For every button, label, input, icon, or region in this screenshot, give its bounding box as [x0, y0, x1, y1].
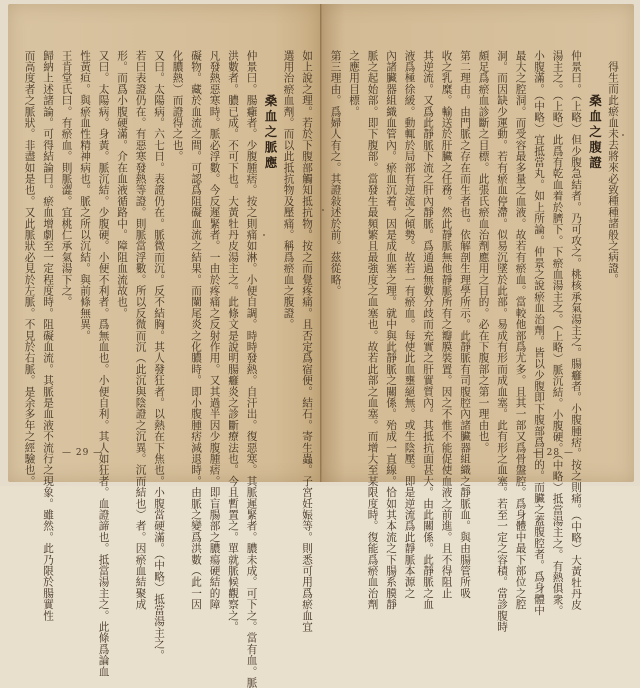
text-column: 性黃疸。與瘀血性精神病也。脈之所以沉結。與前條無異。 — [79, 50, 91, 342]
text-column: 得生而此瘀血未去將來必致種種諸般之病證。 — [607, 61, 619, 285]
text-column: 收之乳糜。輸送於肝臟之任務。然此靜脈無他靜脈所有之瓣膜裝置。因之不惟不能促使血液之前進。且不得阻止 — [440, 50, 453, 599]
paper-speck — [622, 134, 624, 136]
text-column: 選用治瘀血劑。而以此抵抗物及壓痛。稱爲瘀血之腹證。 — [282, 50, 295, 330]
text-column: 凡發熱惡寒時。脈必浮數。今反遲緊者。一由於疼痛之反射作用。又其過半因少腹腫痞。即盲腸部之膿瘍硬結的障 — [208, 50, 221, 610]
text-column: 形。而爲小腹硬滿。介在血液循路中。障阻血流故也。 — [116, 50, 128, 319]
text-column: 之應用目標。 — [348, 50, 360, 118]
text-column: 如上說之理。若於下腹部觸知抵抗物。按之而覺疼痛。且否定爲宿便。結石。寄生蟲。子宮妊娠等。則悉可用爲瘀血宜 — [301, 50, 313, 633]
text-column: 洪數者。膿已成。不可下也。大黃牡丹皮湯主之。此條文是說明腸癰炎之診斷療法也。今且暫置之。單就脈候觀察之。 — [227, 50, 239, 633]
text-column: 礙物。藏於血流之間。可認爲阻礙血流之結果。而闌尾炎之化膿時。即小腹腫痞減退時。由脈之變爲洪數（此一因 — [190, 50, 202, 610]
text-column: 洞。而因缺少運動。若有瘀血停滯。似易沉墜於此部。易成有形而成血塞。此有形之血塞。若至一定之容積。當診腹時 — [496, 50, 508, 633]
right-page — [320, 4, 634, 633]
text-column: 歸納上述諸論。可得結論曰。瘀血增劇至一定程度時。阻礙血流。其脈是血液不流行之現象。雖然。此乃限於腸實性 — [42, 50, 54, 622]
text-column: 小腹滿。（中略）宜抵當丸。如上所論。仲景之說瘀血治劑。皆以少腹即下腹部爲目的。而臟之蓋腹腔者。爲身體中 — [533, 50, 545, 616]
text-column: 湯主之。（上略）此爲有乾血着於臍下。下瘀血湯主之。（上略）脈沉結。小腹硬。（中略）抵當湯主之。有熱俱衆。 — [551, 50, 564, 617]
text-column: 若曰表證仍在。有惡寒發熱等證。則脈當浮數。所以反微而沉（此沉與陰證之沉異。沉而結也）者。因瘀血結聚成 — [134, 50, 147, 610]
text-column: 其逆流。又爲此靜脈下流之肝內靜脈。爲通過無數分歧而充實之肝實質內。其抵抗面甚大。由此關係。此靜脈之血 — [422, 50, 434, 610]
section-heading: 桑血之腹證 — [587, 94, 603, 172]
text-column: 又曰。太陽病。身黃。脈沉結。少腹硬。小便不利者。爲無血也。小便自利。其人如狂者。血證諦也。抵當湯主之。此條爲論血 — [97, 50, 110, 678]
text-column: 第二理由。由門脈之存在而生者也。依解剖生理學所示。此靜脈有司腹腔內諸臟器組織之靜脈血。與由腸管所吸 — [459, 50, 471, 599]
page-number: — 29 — — [62, 448, 104, 458]
text-column: 王肯堂氏曰。有瘀血。則脈澀。宜桃仁承氣湯下之。 — [60, 50, 73, 308]
section-heading: 桑血之脈應 — [263, 94, 278, 172]
text-column: 第三理由。爲婦人有之。其證敍述於前。茲從略。 — [329, 50, 342, 297]
text-column: 化膿熱）而證得之也。 — [171, 50, 184, 162]
left-page — [8, 4, 320, 688]
paper-speck — [263, 234, 265, 236]
text-column: 頗足爲瘀血診斷之目標。此張氏瘀血治劑應用之目的。必在下腹部之第一理由也。 — [477, 50, 490, 454]
text-column: 又曰。太陽病。六七日。表證仍在。脈微而沉。反不結胸。其人發狂者。以熱在下焦也。小腹當硬滿。（中略）抵當湯主之。 — [153, 50, 165, 661]
text-column: 內諸臟器組織血管內。瘀血沉着。因是成血塞之理。就中與此靜脈之關係。殆成一直線。恰如其本流之下腸系膜靜 — [385, 50, 397, 610]
paper-speck — [322, 209, 324, 211]
text-column: 而高度者之脈狀。非盡如是也。又此脈狀必見於左脈。不見於右脈。是余多年之經驗也。 — [23, 50, 36, 487]
text-column: 脈之起始部。即下腹部。當發生最頻繁且最強度之血塞也。故若此部之血塞。而增大至某限度時。復能爲瘀血治劑 — [366, 50, 379, 610]
page-number: — 28 — — [532, 448, 574, 458]
text-column: 仲景曰。（上略）但少腹急結者。乃可攻之。桃核承氣湯主之。腸癰者。小腹腫痞。按之則痛。（中略）大黃牡丹皮 — [570, 50, 582, 611]
text-column: 仲景曰。腸癰者。少腹腫痞。按之則痛如淋。小便自調。時時發熱。自汗出。復惡寒。其脈遲緊者。膿未成。可下之。當有血。脈 — [245, 50, 258, 688]
text-column: 液爲極徐緩。動輒於局部有逆流之傾勢。故若一有瘀血。每使此血壅絕無。或生陰壓。即是逆流爲此靜脈本源之 — [403, 50, 416, 599]
text-column: 最大之腔洞。而受容最多量之血液。故若有瘀血。當較他部爲尤多。且其一部又爲骨盤腔。爲身體中最下部位之腔 — [514, 50, 527, 610]
